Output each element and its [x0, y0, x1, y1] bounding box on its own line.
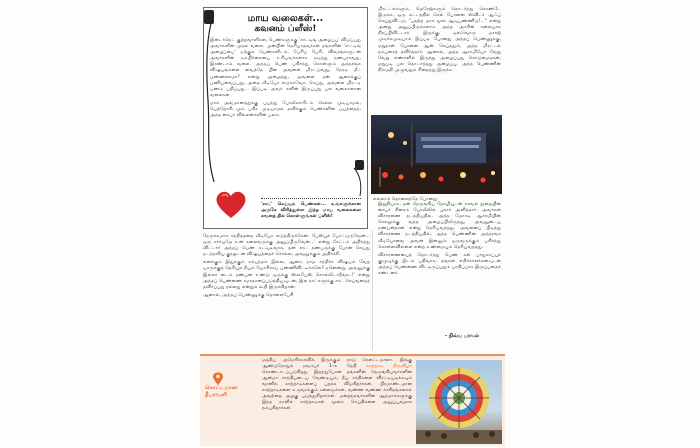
- right-paragraph: மிரட்டல்களும், மெசேஜ்களும் தொடர்ந்து கொண்டே இருக்க, ஒரு கட்டத்தில் செல் போனை ஸ்விட்ச் ஆஃப் செய்துவிட்டு, "பதற்ற மாக மூவ் ஆவுபண்ணிடு!..." என்று அன்று அனுப்பிருக்கலாம் அந்த அசரின் கலையாக நிரப்பிவிட்டார். இருக்கு, ஒவ்வொரு மசாஜ் முடிக்கமுடியாம் இப்படி போனது அந்தப் பெண்ணுக்கு, மறுநாள் போனை ஆன் செய்ததும், அந்த மிரட்டல் நம்பரைத் தவிர்த்தார். ஆனால், அந்த ஆசாமியோ வேறு வேறு எண்களில் இருந்து அழைப்பது கொடுமைதான், மறுபடி பல தொடர்ந்தது அழைப்பு, அந்த பெண்ணின் நிம்மதி முழுவதும் சிதைந்து இருக்க.: [378, 7, 501, 73]
- box-paragraph: மாசு அவமானத்துக்கு பயந்து போலீஸாரிடம் செல்ல முடியாமல், பெற்றோரிடமும் பகிர முடியாமல் தவிக்கும் பெண்களின் பயத்தைத், அந்த சைபர் வில்லன்களின் பலம்.: [210, 100, 361, 119]
- photo-caption: எல்லாம் தொலைந்தே போனது.: [373, 197, 439, 202]
- location-pin-icon: [212, 372, 224, 386]
- right-column: [378, 7, 501, 76]
- middle-column: [203, 234, 370, 301]
- column-divider: [372, 230, 373, 350]
- right-paragraph: விசாரணையைத் தொடர்ந்து பெண் கள் பாதுகாப்புக் குழுவுக்கு இடம் பதிவாக, தங்கள் எதிர்காலக்கனவுடன் அந்தப் பெண்ணை விட்டிருப்பதும் பாதிப்பாக இருப்பதைக் கண்டனர்.: [378, 252, 501, 277]
- sidebar-text: [262, 358, 412, 414]
- sidebar-title-line-2: தீபாவளி: [205, 392, 227, 398]
- box-paragraph: இன்டர்நெட் குற்றவாளிகள், பெண்களுக்கு 'சாட்டிங் அழைப்பு' விடுப்பது அவர்களின் முதல் வலை. முன்பின் தெரியாதவர்கள் தங்களின் 'சாட்டிங் அழைப்பை' ஏற்கும் பெண்களிடம், பேசிப் பேசி, விவரங்களுடன் அவர்களின் நம்பிக்கையை உரியவர்களாக நடித்து நண்பராவது, இரண்டாம் வலை. அந்தப் பெண் பகிர்ந்து கொள்ளும் அந்தரங்க விஷயங்களை வைத்தே பின் அவளை மிரட்டுவது, நேரடி மீட் பண்ணலாமா? என்று அழைத்து, அவளை தன் ஆசைக்குப் பணியவைப்பது, அதை வீடியோ எடுக்கவோ, செய்து, அவளை மிரட்டி பணம் பறிப்பது... இப்படி அவர் களின் இருப்பது பல வகைகளான வலைகள்.: [210, 38, 361, 98]
- byline: - நிவ்ய பரவல்: [445, 333, 480, 339]
- sidebar-title-line-1: கொட்டமான: [205, 385, 238, 391]
- sidebar-paragraph: மத்திய அமெரிக்காவில் இருக்கும் நாடு கௌட்டமாலா. இங்கு ஆண்டுதோறும் நவம்பர் 1-ம் தேதி காற்றாடி திருவிழா கொண்டாடப்படுகிறது. இறந்துபோன தங்களின் நெருங்கியவர்களின் ஆன்மா சாந்தியடைய வேண்டியும், தீய சக்திகளை விரட்டியடிக்கவும் வானில் காற்றாடிகளைப் பறக்க விடுகிறார்கள். பிரமாண்டமான காற்றாடிகளை உருவாக்கும் கலைஞர்கள், வண்ண வண்ண காகிதங்களால் அவற்றை அழகு படுத்துகிறார்கள். மறைந்தவர்களின் ஆத்மாக்களுக்கு இந்த நாளில் காற்றாடிகள் மூலம் செய்திகளை அனுப்புவதாக நம்புகிறார்கள்.: [262, 358, 412, 411]
- right-paragraph: இறுதியாக, தன் நெருங்கிய தோழியுடன் காவல் துறையின் சைபர் கிரைம் போலீஸில் புகார் அளித்தார். அவர்கள் விசாரணை நடத்தியதில், அந்த மோசடி ஆசாமியின் செல்லுக்கு வந்த அழைப்பிலிருந்து, அவனுடைய நண்பன்தான் என்று தெரியவந்தது. அவனைப் பிடித்து விசாரணை நடத்தியதில், அந்த பெண்ணின் அந்தரங்க வீடியோவை அவன் இன்னும் ஒருவருக்கும் பகிர்ந்து கொள்ளவில்லை என்ற உண்மையும் தெரியவந்தது.: [378, 202, 501, 250]
- callout-text: 'சாட்' செய்யும் பெண்கள்... உங்களுக்கான அருகே விரித்துள்ள இந்த மாய வலைகளை கவனத் தில் கொள்ளுங்கள் ப்ளீஸ்!: [261, 201, 361, 219]
- right-column-lower: [378, 202, 501, 279]
- heart-icon: [214, 190, 248, 220]
- mid-paragraph: ஆனால், அந்தப் பெண்ணுக்கு தொலைபேசி: [203, 292, 294, 298]
- title-line-1: மாய வலைகள்...: [247, 13, 324, 24]
- mid-paragraph: நேருக்கமாக சந்தித்ததை வீடியோ எடுத்திருக்கேன். பேஸ்புக் போட்டுருவேன்... ஒரு கார்யமே உன் கலைவருக்கு அனுப்பிருவேன்...' என்று கேட்டக அதிர்ந்து விட்டார் அந்தப் பெண் கடவுடிவாக, தன் சாட் நண்பருக்கு போன் செய்து நடந்தவிய குரலுடன் விஷயத்தைச் சொல்ல, அவனுக்கும் அதிர்ச்சி.: [203, 234, 370, 258]
- sidebar-title: [205, 385, 255, 399]
- mid-paragraph: எனக்கும் இதுக்கும் சம்பந்தம் இல்ல, ஆனா, நாம சந்திச்ச விஷயம் வேற யாருக்குத் தெரியும் நீயும் யோசிச்சுப் பண்ணிவிட்டீர்களே? ஏனென்று, அவனுக்கு இல்லா டைம் நண்பன் உண்டு ஒருக்கு ஸ்கூபேஸ் சொல்லிடாதீங்க..!' என்று அந்தப் பெண்ணை சமாதானப்படுத்தியவுடன், இல நாட்களுக்கு சாட் செய்வதைத் தவிர்ப்பது நல்லது என்றும் கூறி இருக்கிறான்.: [203, 260, 370, 290]
- kite-festival-photo: [416, 360, 502, 444]
- title-line-2: கவனம் ப்ளீஸ்!: [254, 24, 317, 34]
- street-photo: [371, 115, 502, 194]
- sidebar-highlight: காற்றாடி திருவிழா: [366, 364, 412, 369]
